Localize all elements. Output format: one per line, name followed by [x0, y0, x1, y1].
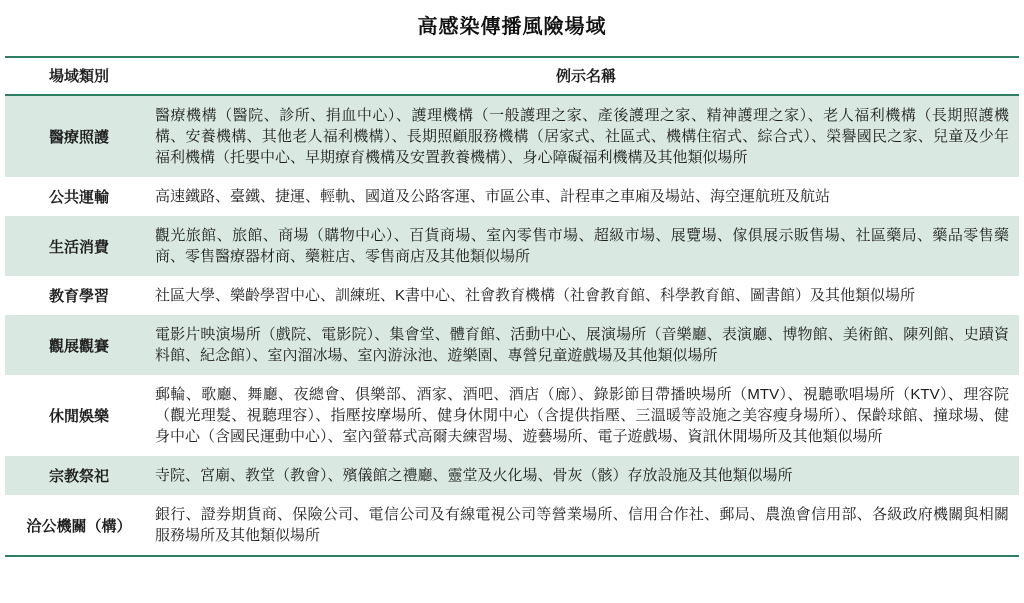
table-header-row	[5, 58, 1019, 96]
header-category: 場域類別	[48, 68, 109, 85]
table-row-daily-consumption	[5, 216, 1019, 276]
table-row-education-learning	[5, 276, 1019, 315]
examples-cell: 高速鐵路、臺鐵、捷運、輕軌、國道及公路客運、市區公車、計程車之車廂及場站、海空運航班及航站	[155, 188, 831, 205]
category-cell: 公共運輸	[48, 189, 109, 206]
risk-venue-table	[5, 56, 1019, 557]
page-title: 高感染傳播風險場域	[417, 16, 607, 38]
category-cell: 觀展觀賽	[48, 337, 109, 355]
category-cell: 洽公機關（構）	[26, 517, 132, 535]
table-body	[5, 96, 1019, 557]
table-row-medical-care	[5, 96, 1019, 177]
table-row-religious-worship	[5, 456, 1019, 495]
category-cell: 教育學習	[48, 288, 109, 305]
category-cell: 醫療照護	[48, 129, 109, 146]
examples-cell: 社區大學、樂齡學習中心、訓練班、K書中心、社會教育機構（社會教育館、科學教育館、圖書館）及其他類似場所	[155, 287, 916, 304]
category-cell: 休閒娛樂	[48, 408, 109, 425]
examples-cell: 醫療機構（醫院、診所、捐血中心）、護理機構（一般護理之家、產後護理之家、精神護理之家）、老人福利機構（長期照護機構、安養機構、其他老人福利機構）、長期照顧服務機構（居家式、社區式、機構住宿式、綜合式）、榮譽國民之家、兒童及少年福利機構（托嬰中心、早期療育機構及安置教養機構）、身心障礙福利機構及其他類似場所	[155, 107, 1009, 166]
examples-cell: 寺院、宮廟、教堂（教會）、殯儀館之禮廳、靈堂及火化場、骨灰（骸）存放設施及其他類似場所	[155, 467, 793, 484]
examples-cell: 電影片映演場所（戲院、電影院）、集會堂、體育館、活動中心、展演場所（音樂廳、表演廳、博物館、美術館、陳列館、史蹟資料館、紀念館）、室內溜冰場、室內游泳池、遊樂園、專營兒童遊戲場及其他類似場所	[155, 326, 1009, 364]
category-cell: 宗教祭祀	[48, 468, 109, 485]
table-row-public-transport	[5, 177, 1019, 216]
examples-cell: 銀行、證券期貨商、保險公司、電信公司及有線電視公司等營業場所、信用合作社、郵局、農漁會信用部、各級政府機關與相關服務場所及其他類似場所	[155, 506, 1009, 544]
table-row-exhibitions-spectating	[5, 315, 1019, 375]
table-row-leisure-entertainment	[5, 375, 1019, 456]
examples-cell: 觀光旅館、旅館、商場（購物中心）、百貨商場、室內零售市場、超級市場、展覽場、傢俱展示販售場、社區藥局、藥品零售藥商、零售醫療器材商、藥粧店、零售商店及其他類似場所	[155, 227, 1009, 265]
header-examples: 例示名稱	[555, 68, 616, 85]
category-cell: 生活消費	[48, 238, 109, 256]
table-row-government-offices	[5, 495, 1019, 555]
examples-cell: 郵輪、歌廳、舞廳、夜總會、俱樂部、酒家、酒吧、酒店（廊）、錄影節目帶播映場所（MTV）、視聽歌唱場所（KTV）、理容院（觀光理髮、視聽理容）、指壓按摩場所、健身休閒中心（含提供指壓、三溫暖等設施之美容瘦身場所）、保齡球館、撞球場、健身中心（含國民運動中心）、室內螢幕式高爾夫練習場、遊藝場所、電子遊戲場、資訊休閒場所及其他類似場所	[155, 386, 1009, 445]
